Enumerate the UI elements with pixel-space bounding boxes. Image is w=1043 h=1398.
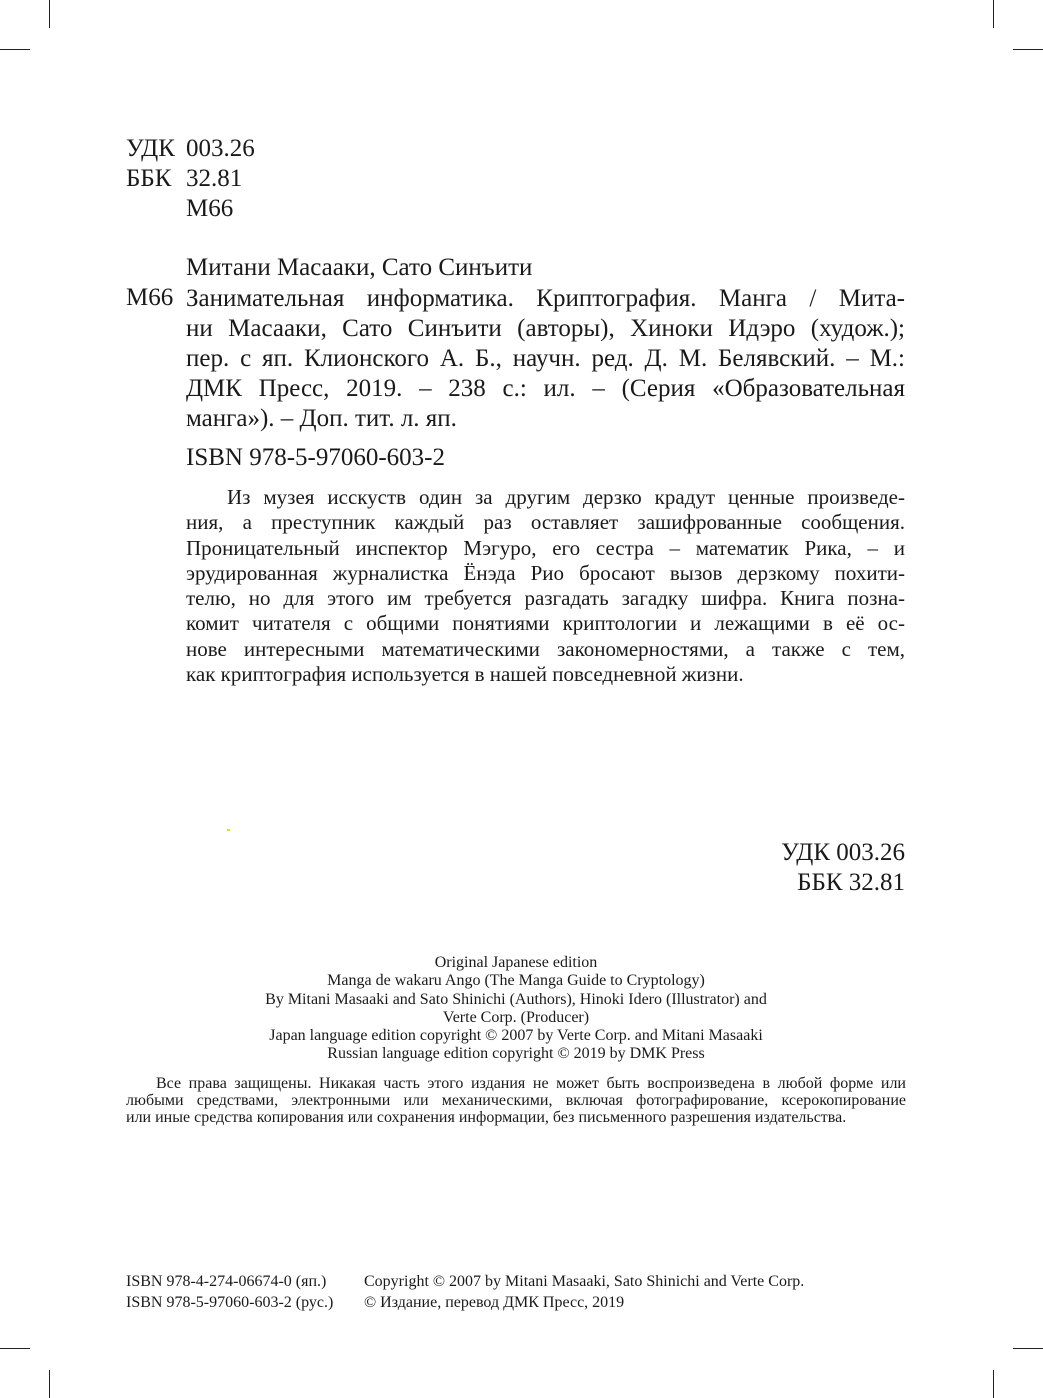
bbk-line <box>126 164 255 194</box>
record-line: ДМК Пресс, 2019. – 238 с.: ил. – (Серия «Образовательная <box>186 375 905 402</box>
bbk-right: ББК 32.81 <box>797 869 905 896</box>
rights-line: или иные средства копирования или сохранения информации, без письменного разрешения издательства. <box>126 1109 847 1126</box>
udk-label: УДК <box>126 135 175 162</box>
udk-value: 003.26 <box>186 135 255 162</box>
record-mark: М66 <box>126 284 174 311</box>
bbk-label: ББК <box>126 165 172 192</box>
crop-mark-bottom-right-vertical <box>993 1370 994 1398</box>
author-mark: М66 <box>186 195 234 222</box>
abstract-line: нове интересными математическими закономерностями, а также с тем, <box>186 636 905 661</box>
record-line: ни Масааки, Сато Синъити (авторы), Хиноки Идэро (худож.); <box>186 315 905 342</box>
udk-line <box>126 134 255 164</box>
original-edition-line: Japan language edition copyright © 2007 by Verte Corp. and Mitani Masaaki <box>269 1027 763 1045</box>
crop-mark-bottom-left-vertical <box>49 1370 50 1398</box>
copyright-original: Copyright © 2007 by Mitani Masaaki, Sato Shinichi and Verte Corp. <box>364 1273 805 1290</box>
crop-mark-top-right-horizontal <box>1013 49 1043 50</box>
original-edition-block <box>126 954 906 1064</box>
classification-right <box>781 838 905 898</box>
crop-mark-bottom-left-horizontal <box>0 1348 30 1349</box>
crop-mark-bottom-right-horizontal <box>1013 1348 1043 1349</box>
isbn-japanese: ISBN 978-4-274-06674-0 (яп.) <box>126 1273 327 1290</box>
original-edition-line: By Mitani Masaaki and Sato Shinichi (Authors), Hinoki Idero (Illustrator) and <box>265 990 767 1008</box>
rights-line: Все права защищены. Никакая часть этого издания не может быть воспроизведена в любой форме или <box>156 1075 906 1092</box>
rights-line: любыми средствами, электронными или механическими, включая фотографирование, ксерокопирование <box>126 1092 906 1109</box>
record-isbn: ISBN 978-5-97060-603-2 <box>186 444 446 471</box>
original-edition-line: Russian language edition copyright © 2019 by DMK Press <box>327 1045 705 1063</box>
stray-mark <box>227 829 230 831</box>
abstract-line: как криптография используется в нашей повседневной жизни. <box>186 662 744 687</box>
record-description <box>186 284 905 434</box>
classification-block <box>126 134 255 224</box>
isbn-russian: ISBN 978-5-97060-603-2 (рус.) <box>126 1294 334 1311</box>
record-line: пер. с яп. Клионского А. Б., научн. ред. Д. М. Белявский. – М.: <box>186 345 905 372</box>
abstract-line: Проницательный инспектор Мэгуро, его сестра – математик Рика, – и <box>186 535 905 560</box>
original-edition-line: Verte Corp. (Producer) <box>442 1008 590 1026</box>
abstract-paragraph <box>186 485 905 687</box>
abstract-line: эрудированная журналистка Ёнэда Рио бросают вызов дерзкому похити- <box>186 560 905 585</box>
abstract-line: комит читателя с общими понятиями криптологии и лежащими в её ос- <box>186 611 905 636</box>
author-mark-line <box>126 194 255 224</box>
crop-mark-top-right-vertical <box>993 0 994 28</box>
udk-right: УДК 003.26 <box>781 839 905 866</box>
record-authors: Митани Масааки, Сато Синъити <box>186 254 533 281</box>
abstract-line: телю, но для этого им требуется разгадать загадку шифра. Книга позна- <box>186 586 905 611</box>
isbn-list <box>126 1271 333 1313</box>
record-line: манга»). – Доп. тит. л. яп. <box>186 405 457 432</box>
original-edition-line: Manga de wakaru Ango (The Manga Guide to Cryptology) <box>327 972 705 990</box>
abstract-line: ния, а преступник каждый раз оставляет зашифрованные сообщения. <box>186 510 905 535</box>
rights-notice <box>126 1075 906 1126</box>
crop-mark-top-left-vertical <box>49 0 50 28</box>
crop-mark-top-left-horizontal <box>0 49 30 50</box>
record-line: Занимательная информатика. Криптография. Манга / Мита- <box>186 285 905 312</box>
abstract-line: Из музея исскуств один за другим дерзко крадут ценные произведе- <box>227 485 905 509</box>
copyright-russian: © Издание, перевод ДМК Пресс, 2019 <box>364 1294 625 1311</box>
bbk-value: 32.81 <box>186 165 243 192</box>
original-edition-line: Original Japanese edition <box>434 954 598 971</box>
copyright-list <box>364 1271 804 1313</box>
